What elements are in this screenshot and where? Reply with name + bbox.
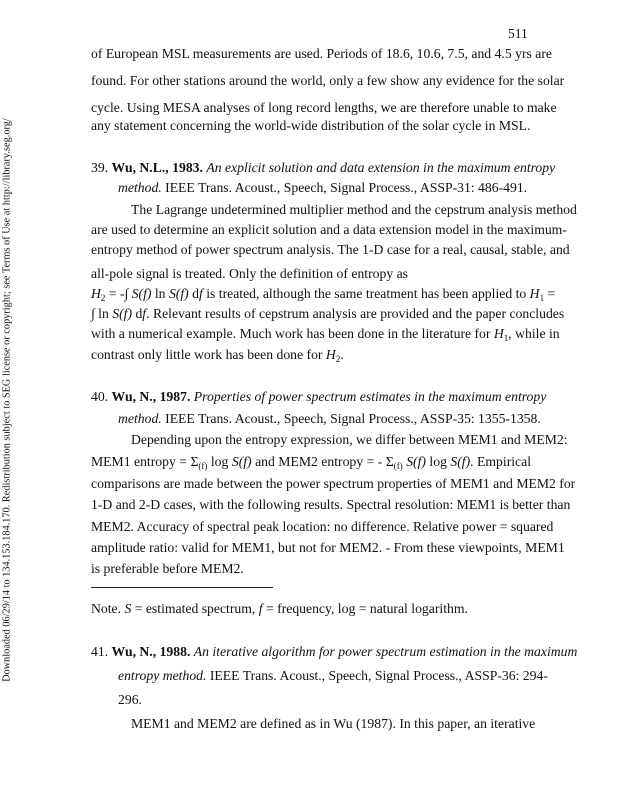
sub: (f) [393, 461, 403, 471]
formula-part: d [132, 306, 143, 321]
text-part: = frequency, log = natural logarithm. [262, 601, 468, 616]
ref40-journal [118, 411, 541, 427]
ref-number: 41. [91, 644, 109, 659]
formula-part: S(f) [112, 306, 133, 321]
body-line: are used to determine an explicit solution and a data extension model in the maximum- [91, 222, 567, 237]
ref-number: 40. [91, 389, 109, 404]
formula-part: = [544, 286, 556, 301]
side-notice-text: Downloaded 06/29/14 to 134.153.184.170. Redistribution subject to SEG license or copyright; see Terms of Use at http://library.seg.org/ [1, 118, 13, 682]
text-part: log [207, 454, 232, 469]
text-part: Note. [91, 601, 125, 616]
body-line: The Lagrange undetermined multiplier method and the cepstrum analysis method [131, 202, 577, 217]
ref-author: Wu, N., 1988. [111, 644, 191, 659]
text-part: , while in [508, 326, 560, 341]
ref-title: An iterative algorithm for power spectrum estimation in the maximum [193, 644, 578, 659]
formula-part: S(f) [168, 286, 189, 301]
formula-part: = -∫ [105, 286, 132, 301]
formula-line [91, 306, 565, 322]
sub: 2 [335, 354, 341, 364]
formula-h2: H [91, 286, 101, 301]
body-line: of European MSL measurements are used. Periods of 18.6, 10.6, 7.5, and 4.5 yrs are [91, 46, 552, 61]
text-part: contrast only little work has been done for [91, 347, 326, 362]
body-line [91, 454, 531, 470]
formula-h1: H [529, 286, 540, 301]
ref-author: Wu, N., 1987. [111, 389, 191, 404]
sub: (f) [198, 461, 208, 471]
ref-number: 39. [91, 160, 109, 175]
body-line: comparisons are made between the power spectrum properties of MEM1 and MEM2 for [91, 476, 576, 491]
ref-title-end: entropy method. [118, 668, 207, 683]
text-part: and MEM2 entropy = - Σ [251, 454, 394, 469]
text-part: H [493, 326, 504, 341]
ref41-heading [91, 644, 578, 660]
formula-part: f [142, 306, 147, 321]
sub: 1 [503, 333, 509, 343]
sub: 2 [100, 293, 106, 303]
text-part: with a numerical example. Much work has been done in the literature for [91, 326, 494, 341]
text-part: H [325, 347, 336, 362]
body-line: is preferable before MEM2. [91, 561, 244, 576]
ref-journal: IEEE Trans. Acoust., Speech, Signal Process., ASSP-35: 1355-1358. [165, 411, 541, 426]
ref41-journal [118, 668, 548, 684]
note [91, 601, 531, 617]
ref-journal: IEEE Trans. Acoust., Speech, Signal Process., ASSP-36: 294- [209, 668, 548, 683]
ref-title: Properties of power spectrum estimates in the maximum entropy [193, 389, 547, 404]
sub: 1 [539, 293, 545, 303]
ref-author: Wu, N.L., 1983. [111, 160, 203, 175]
formula-line [91, 286, 556, 303]
text-part: S(f) [406, 454, 426, 469]
text-part: = estimated spectrum, [131, 601, 259, 616]
body-line [91, 326, 560, 343]
ref-title: An explicit solution and data extension in the maximum entropy [206, 160, 556, 175]
body-line: any statement concerning the world-wide distribution of the solar cycle in MSL. [91, 118, 531, 133]
body-line: cycle. Using MESA analyses of long record lengths, we are therefore unable to make [91, 100, 557, 115]
ref39-journal [118, 180, 531, 196]
ref-journal: IEEE Trans. Acoust., Speech, Signal Process., ASSP-31: 486-491. [165, 180, 528, 195]
formula-part: is treated, although the same treatment has been applied to [202, 286, 530, 301]
formula-part: . Relevant results of cepstrum analysis are provided and the paper concludes [146, 306, 565, 321]
text-part: f [258, 601, 263, 616]
formula-part: d [188, 286, 199, 301]
formula-part: f [198, 286, 203, 301]
body-line: MEM2. Accuracy of spectral peak location: no difference. Relative power = squared [91, 519, 554, 534]
text-part: S [124, 601, 132, 616]
body-line: MEM1 and MEM2 are defined as in Wu (1987). In this paper, an iterative [131, 716, 536, 731]
formula-part: S(f) [131, 286, 152, 301]
page-number: 511 [508, 26, 528, 41]
body-line [91, 347, 531, 363]
text-part: MEM1 entropy = Σ [91, 454, 199, 469]
formula-part: ∫ ln [91, 306, 113, 321]
body-line: all-pole signal is treated. Only the definition of entropy as [91, 266, 409, 281]
ref41-journal-end: 296. [118, 692, 142, 707]
ref-title-end: method. [118, 180, 162, 195]
text-part: S(f) [450, 454, 471, 469]
ref-title-end: method. [118, 411, 162, 426]
ref40-heading [91, 389, 547, 405]
body-line: entropy method of power spectrum analysis. The 1-D case for a real, causal, stable, and [91, 242, 570, 257]
text-part: . Empirical [470, 454, 532, 469]
text-part: log [425, 454, 451, 469]
body-line: found. For other stations around the world, only a few show any evidence for the solar [91, 73, 565, 88]
note-divider [91, 587, 273, 588]
body-line: Depending upon the entropy expression, we differ between MEM1 and MEM2: [131, 432, 568, 447]
ref39-heading [91, 160, 556, 176]
body-line: amplitude ratio: valid for MEM1, but not for MEM2. - From these viewpoints, MEM1 [91, 540, 565, 555]
body-line: 1-D and 2-D cases, with the following results. Spectral resolution: MEM1 is better than [91, 497, 571, 512]
text-part: S(f) [231, 454, 252, 469]
text-part: . [340, 347, 344, 362]
formula-part: ln [151, 286, 169, 301]
